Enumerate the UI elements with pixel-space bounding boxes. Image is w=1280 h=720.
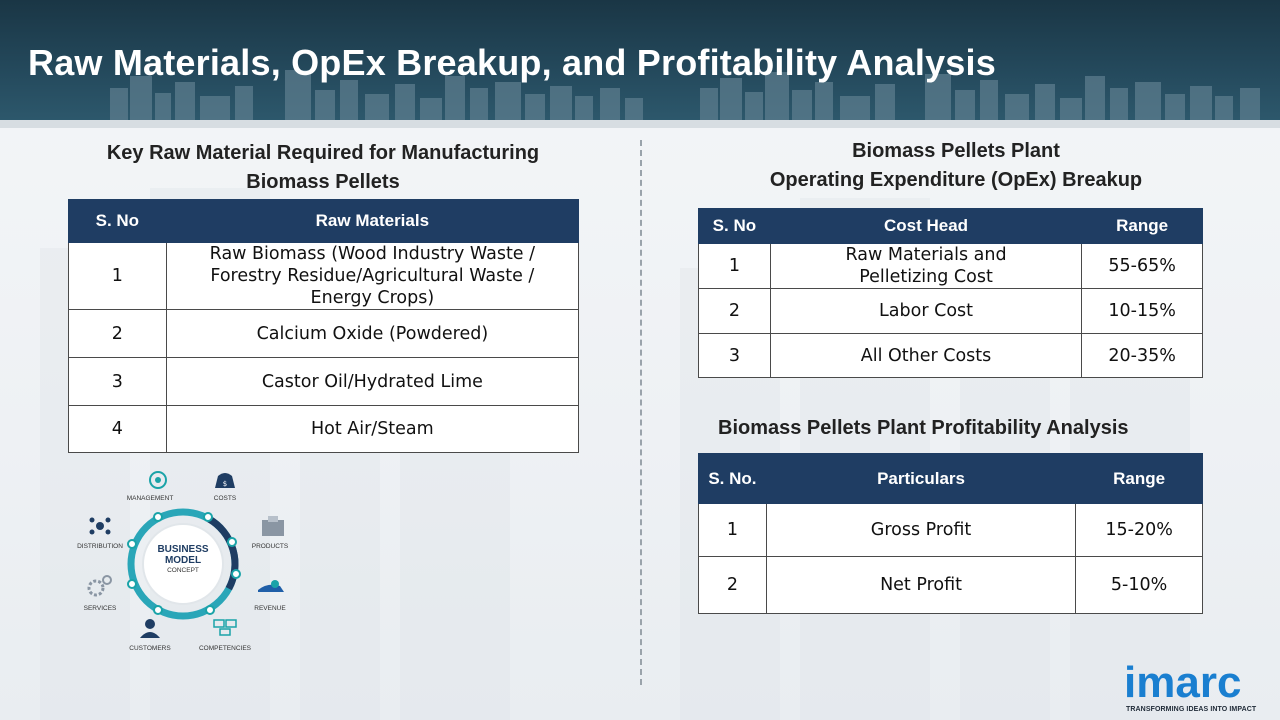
opex-table [698,208,1203,378]
table-row [69,358,579,406]
label-services: SERVICES [83,605,117,612]
table-row [69,310,579,358]
col-header-range: Range [1082,209,1203,244]
costs-icon [215,473,235,488]
label-competencies: COMPETENCIES [198,645,251,652]
cell-sno: 2 [69,310,167,358]
table-row [699,289,1203,334]
label-products: PRODUCTS [251,543,289,550]
page-title: Raw Materials, OpEx Breakup, and Profitability Analysis [28,42,996,83]
table-row [69,406,579,453]
cell-cost-head: All Other Costs [770,334,1081,378]
label-costs: COSTS [213,495,237,502]
col-header-particulars: Particulars [766,454,1075,504]
competencies-icon [214,620,236,635]
center-line1: BUSINESS [157,544,209,555]
table-row [699,244,1203,289]
cell-cost-head: Labor Cost [770,289,1081,334]
cell-particular: Gross Profit [766,504,1075,557]
logo-word: imarc [1124,658,1242,707]
center-sub: CONCEPT [167,567,199,574]
cell-sno: 3 [699,334,771,378]
label-customers: CUSTOMERS [129,645,171,652]
profitability-title: Biomass Pellets Plant Profitability Analysis [718,417,1129,439]
cell-range: 5-10% [1076,557,1203,614]
cell-material: Calcium Oxide (Powdered) [166,310,578,358]
label-distribution: DISTRIBUTION [77,543,123,550]
col-header-sno: S. No [699,209,771,244]
products-icon [262,516,284,536]
cell-material: Raw Biomass (Wood Industry Waste / Forestry Residue/Agricultural Waste / Energy Crops) [166,243,578,310]
cell-range: 55-65% [1082,244,1203,289]
table-row [69,243,579,310]
cell-sno: 2 [699,557,767,614]
cell-sno: 2 [699,289,771,334]
business-model-center [128,544,238,566]
cell-sno: 1 [699,504,767,557]
revenue-icon [258,580,284,592]
opex-title-line1: Biomass Pellets Plant [852,140,1060,162]
raw-materials-table [68,199,579,453]
opex-title-line2: Operating Expenditure (OpEx) Breakup [769,169,1143,191]
header-banner [0,0,1280,128]
services-icon [89,576,111,595]
table-row [699,334,1203,378]
col-header-range: Range [1076,454,1203,504]
table-row [699,557,1203,614]
table-row [699,504,1203,557]
raw-materials-title-line1: Key Raw Material Required for Manufacturing [106,142,540,164]
profitability-table [698,453,1203,614]
table-header-row [699,209,1203,244]
section-divider [640,140,642,685]
cell-sno: 1 [69,243,167,310]
col-header-raw-materials: Raw Materials [166,200,578,243]
cell-range: 20-35% [1082,334,1203,378]
distribution-icon [90,518,111,535]
cell-material: Hot Air/Steam [166,406,578,453]
cell-material: Castor Oil/Hydrated Lime [166,358,578,406]
svg-text:$: $ [222,480,228,488]
col-header-sno: S. No. [699,454,767,504]
cell-cost-head: Raw Materials and Pelletizing Cost [770,244,1081,289]
cell-sno: 1 [699,244,771,289]
customers-icon [140,619,160,638]
logo-tagline: TRANSFORMING IDEAS INTO IMPACT [1126,706,1257,713]
opex-title [698,137,1214,195]
cell-particular: Net Profit [766,557,1075,614]
management-icon [150,472,166,488]
table-header-row [699,454,1203,504]
cell-range: 10-15% [1082,289,1203,334]
raw-materials-title [68,139,578,197]
cell-range: 15-20% [1076,504,1203,557]
imarc-logo [1124,652,1274,718]
col-header-sno: S. No [69,200,167,243]
raw-materials-title-line2: Biomass Pellets [246,171,400,193]
business-model-diagram [70,462,310,658]
cell-sno: 4 [69,406,167,453]
label-revenue: REVENUE [254,605,286,612]
cell-sno: 3 [69,358,167,406]
table-header-row [69,200,579,243]
label-management: MANAGEMENT [126,495,174,502]
col-header-cost-head: Cost Head [770,209,1081,244]
center-line2: MODEL [164,555,202,566]
